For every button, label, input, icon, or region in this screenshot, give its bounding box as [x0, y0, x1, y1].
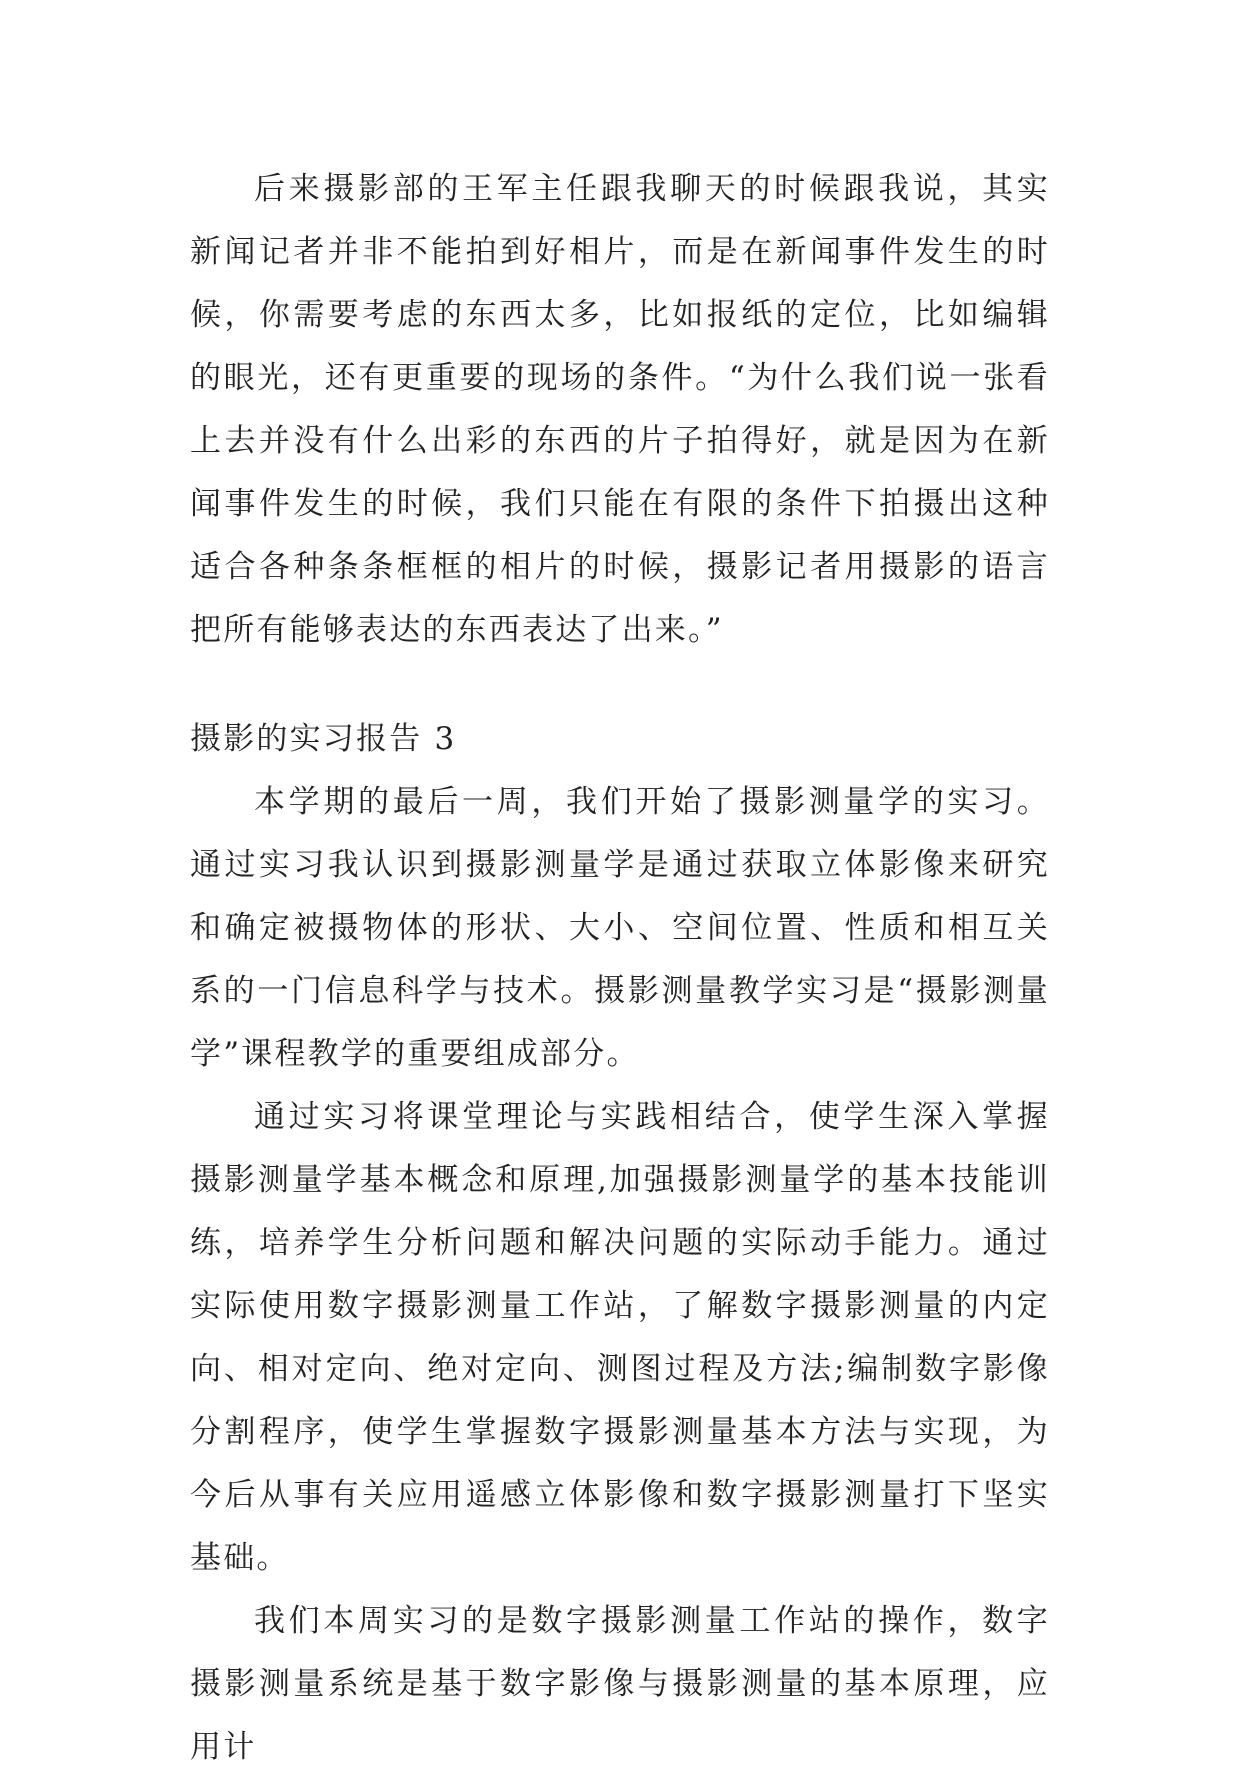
section-heading: 摄影的实习报告 3 [190, 721, 457, 757]
paragraph: 本学期的最后一周，我们开始了摄影测量学的实习。通过实习我认识到摄影测量学是通过获取立体影像来研究和确定被摄物体的形状、大小、空间位置、性质和相互关系的一门信息科学与技术。摄影测量教学实习是“摄影测量学”课程教学的重要组成部分。 [190, 784, 1050, 1072]
document-body [190, 158, 1050, 1779]
paragraph: 通过实习将课堂理论与实践相结合，使学生深入掌握摄影测量学基本概念和原理,加强摄影测量学的基本技能训练，培养学生分析问题和解决问题的实际动手能力。通过实际使用数字摄影测量工作站，了解数字摄影测量的内定向、相对定向、绝对定向、测图过程及方法;编制数字影像分割程序，使学生掌握数字摄影测量基本方法与实现，为今后从事有关应用遥感立体影像和数字摄影测量打下坚实基础。 [190, 1099, 1050, 1576]
paragraph: 我们本周实习的是数字摄影测量工作站的操作，数字摄影测量系统是基于数字影像与摄影测量的基本原理，应用计 [190, 1603, 1050, 1765]
paragraph: 后来摄影部的王军主任跟我聊天的时候跟我说，其实新闻记者并非不能拍到好相片，而是在新闻事件发生的时候，你需要考虑的东西太多，比如报纸的定位，比如编辑的眼光，还有更重要的现场的条件。“为什么我们说一张看上去并没有什么出彩的东西的片子拍得好，就是因为在新闻事件发生的时候，我们只能在有限的条件下拍摄出这种适合各种条条框框的相片的时候，摄影记者用摄影的语言把所有能够表达的东西表达了出来。” [190, 171, 1050, 648]
